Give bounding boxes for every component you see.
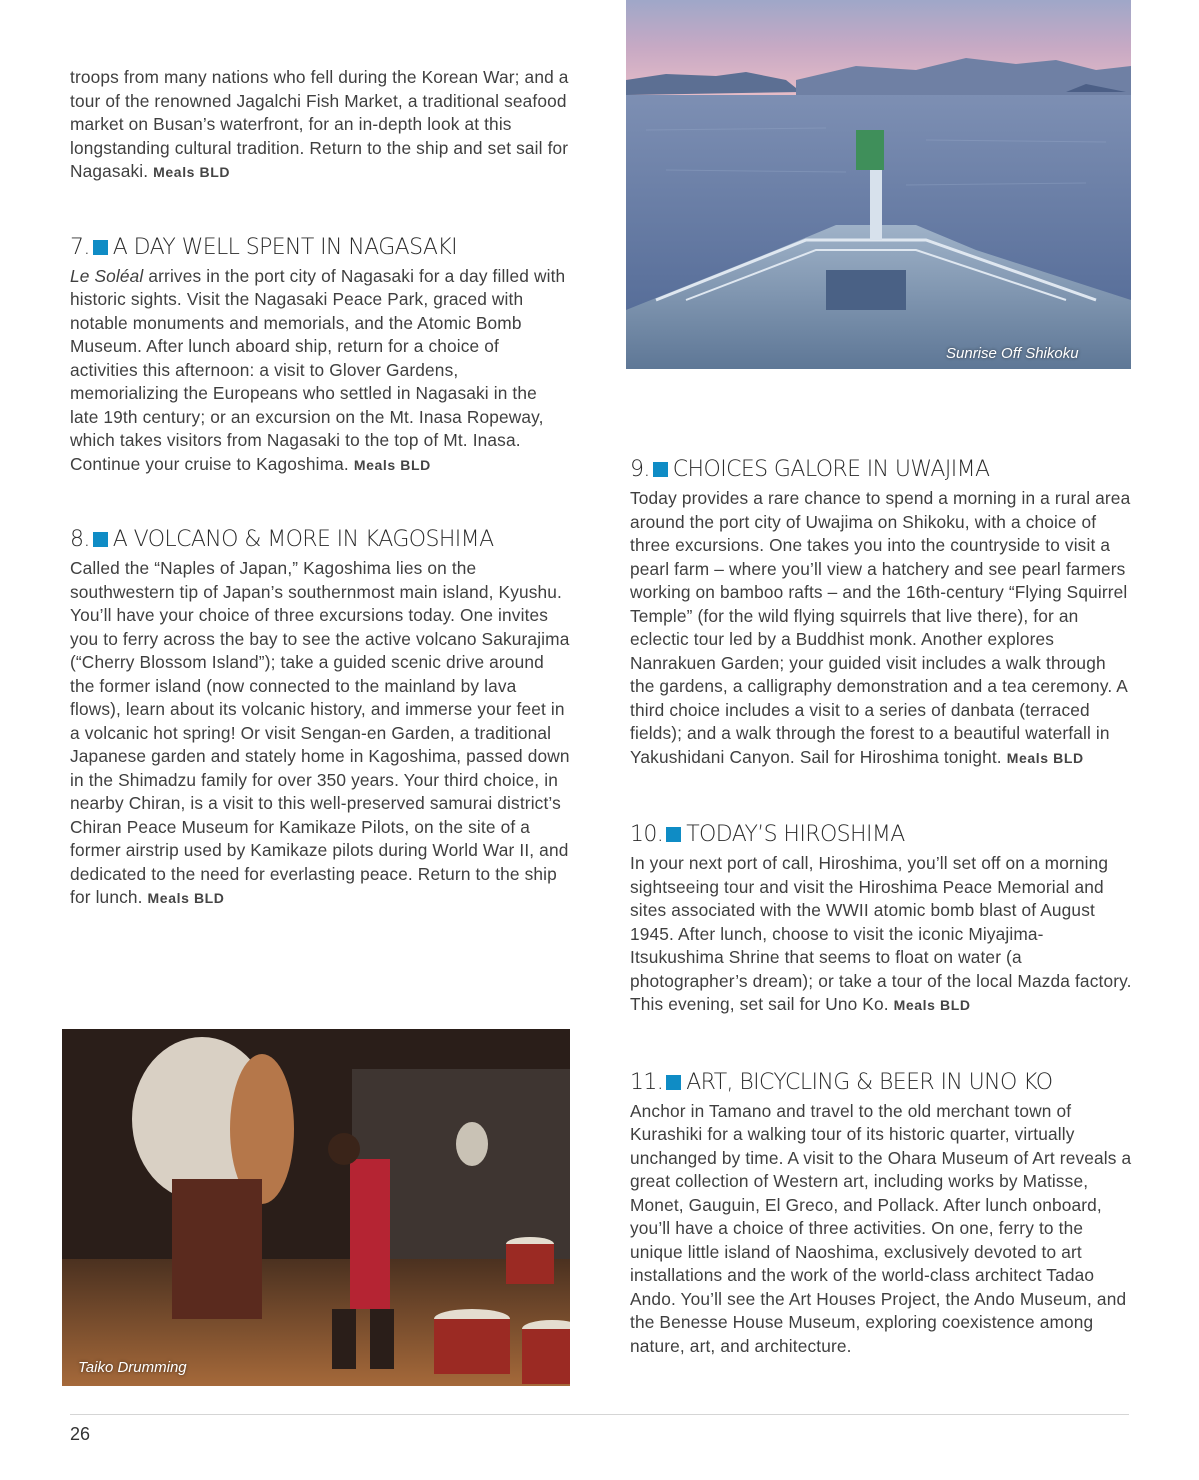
sunrise-photo	[626, 0, 1131, 369]
day7-number: 7.	[70, 234, 90, 260]
taiko-illustration	[62, 1029, 570, 1386]
meals-label: Meals BLD	[893, 997, 971, 1013]
meals-label: Meals BLD	[153, 164, 231, 180]
square-bullet-icon	[653, 462, 668, 477]
day10-heading	[630, 820, 1132, 850]
day10-body: In your next port of call, Hiroshima, you’ll set off on a morning sightseeing tour and visit the Hiroshima Peace Memorial and sites associated with the WWII atomic bomb blast of August 1945. After lunch, choose to visit the iconic Miyajima-Itsukushima Shrine that seems to float on water (a photographer’s dream); or take a tour of the local Mazda factory. This evening, set sail for Uno Ko.	[630, 853, 1132, 1014]
meals-label: Meals BLD	[147, 890, 225, 906]
page-number: 26	[70, 1424, 91, 1444]
intro-paragraph	[70, 66, 570, 185]
day8-paragraph	[70, 557, 570, 911]
square-bullet-icon	[666, 827, 681, 842]
day11-heading	[630, 1068, 1132, 1098]
day9-number: 9.	[630, 457, 650, 482]
day7-paragraph	[70, 265, 570, 478]
day9-paragraph	[630, 487, 1132, 770]
day11-body: Anchor in Tamano and travel to the old merchant town of Kurashiki for a walking tour of its historic quarter, virtually unchanged by time. A visit to the Ohara Museum of Art reveals a great collection of Western art, including works by Matisse, Monet, Gauguin, El Greco, and Pollack. After lunch onboard, you’ll have a choice of three activities. On one, ferry to the unique little island of Naoshima, exclusively devoted to art installations and the work of the world-class architect Tadao Ando. You’ll see the Art Houses Project, the Ando Museum, and the Benesse House Museum, exploring coexistence among nature, art, and architecture.	[630, 1100, 1132, 1356]
day9-body: Today provides a rare chance to spend a morning in a rural area around the port city of Uwajima on Shikoku, with a choice of three excursions. One takes you into the countryside to visit a pearl farm – where you’ll view a hatchery and see pearl farmers working on bamboo rafts – and the 16th-century “Flying Squirrel Temple” (for the wild flying squirrels that live there), for an eclectic tour led by a Buddhist monk. Another explores Nanrakuen Garden; your guided visit includes a walk through the gardens, a calligraphy demonstration and a tea ceremony. A third choice includes a visit to a series of danbata (terraced fields); and a walk through the forest to a beautiful waterfall in Yakushidani Canyon. Sail for Hiroshima tonight.	[630, 488, 1131, 767]
day7-heading	[70, 233, 570, 263]
day11-number: 11.	[630, 1069, 664, 1095]
day9-heading	[630, 455, 1132, 485]
square-bullet-icon	[93, 532, 108, 547]
day8-heading	[70, 525, 570, 555]
intro-text: troops from many nations who fell during the Korean War; and a tour of the renowned Jagalchi Fish Market, a traditional seafood market on Busan’s waterfront, for an in-depth look at this longstanding cultural tradition. Return to the ship and set sail for Nagasaki.	[70, 67, 569, 181]
taiko-photo	[62, 1029, 570, 1386]
square-bullet-icon	[93, 240, 108, 255]
sunrise-illustration	[626, 0, 1131, 369]
sunrise-caption: Sunrise Off Shikoku	[946, 345, 1079, 362]
day7-body: arrives in the port city of Nagasaki for a day filled with historic sights. Visit the Nagasaki Peace Park, graced with notable monuments and memorials, and the Atomic Bomb Museum. After lunch aboard ship, return for a choice of activities this afternoon: a visit to Glover Gardens, memorializing the Europeans who settled in Nagasaki in the late 19th century; or an excursion on the Mt. Inasa Ropeway, which takes visitors from Nagasaki to the top of Mt. Inasa. Continue your cruise to Kagoshima.	[70, 265, 566, 474]
left-column	[70, 66, 570, 911]
day8-title: A VOLCANO & MORE IN KAGOSHIMA	[112, 527, 494, 552]
right-column	[630, 455, 1132, 1358]
ship-name: Le Soléal	[70, 265, 144, 286]
day11-title: ART, BICYCLING & BEER IN UNO KO	[686, 1069, 1053, 1095]
footer-divider	[70, 1414, 1129, 1415]
day10-paragraph	[630, 852, 1132, 1018]
day7-title: A DAY WELL SPENT IN NAGASAKI	[112, 234, 458, 260]
day8-number: 8.	[70, 527, 90, 552]
meals-label: Meals BLD	[1006, 749, 1084, 766]
meals-label: Meals BLD	[353, 456, 431, 473]
day9-title: CHOICES GALORE IN UWAJIMA	[672, 457, 990, 482]
square-bullet-icon	[666, 1075, 681, 1090]
day8-body: Called the “Naples of Japan,” Kagoshima lies on the southwestern tip of Japan’s southernmost main island, Kyushu. You’ll have your choice of three excursions today. One invites you to ferry across the bay to see the active volcano Sakurajima (“Cherry Blossom Island”); take a guided scenic drive around the former island (now connected to the mainland by lava flows), learn about its volcanic history, and immerse your feet in a volcanic hot spring! Or visit Sengan-en Garden, a traditional Japanese garden and stately home in Kagoshima, passed down in the Shimadzu family for over 350 years. Your third choice, in nearby Chiran, is a visit to this well-preserved samurai district’s Chiran Peace Museum for Kamikaze Pilots, on the site of a former airstrip used by Kamikaze pilots during World War II, and dedicated to the need for everlasting peace. Return to the ship for lunch.	[70, 558, 570, 907]
day11-paragraph	[630, 1100, 1132, 1359]
day10-title: TODAY’S HIROSHIMA	[686, 822, 905, 847]
day10-number: 10.	[630, 822, 664, 847]
taiko-caption: Taiko Drumming	[78, 1359, 187, 1376]
